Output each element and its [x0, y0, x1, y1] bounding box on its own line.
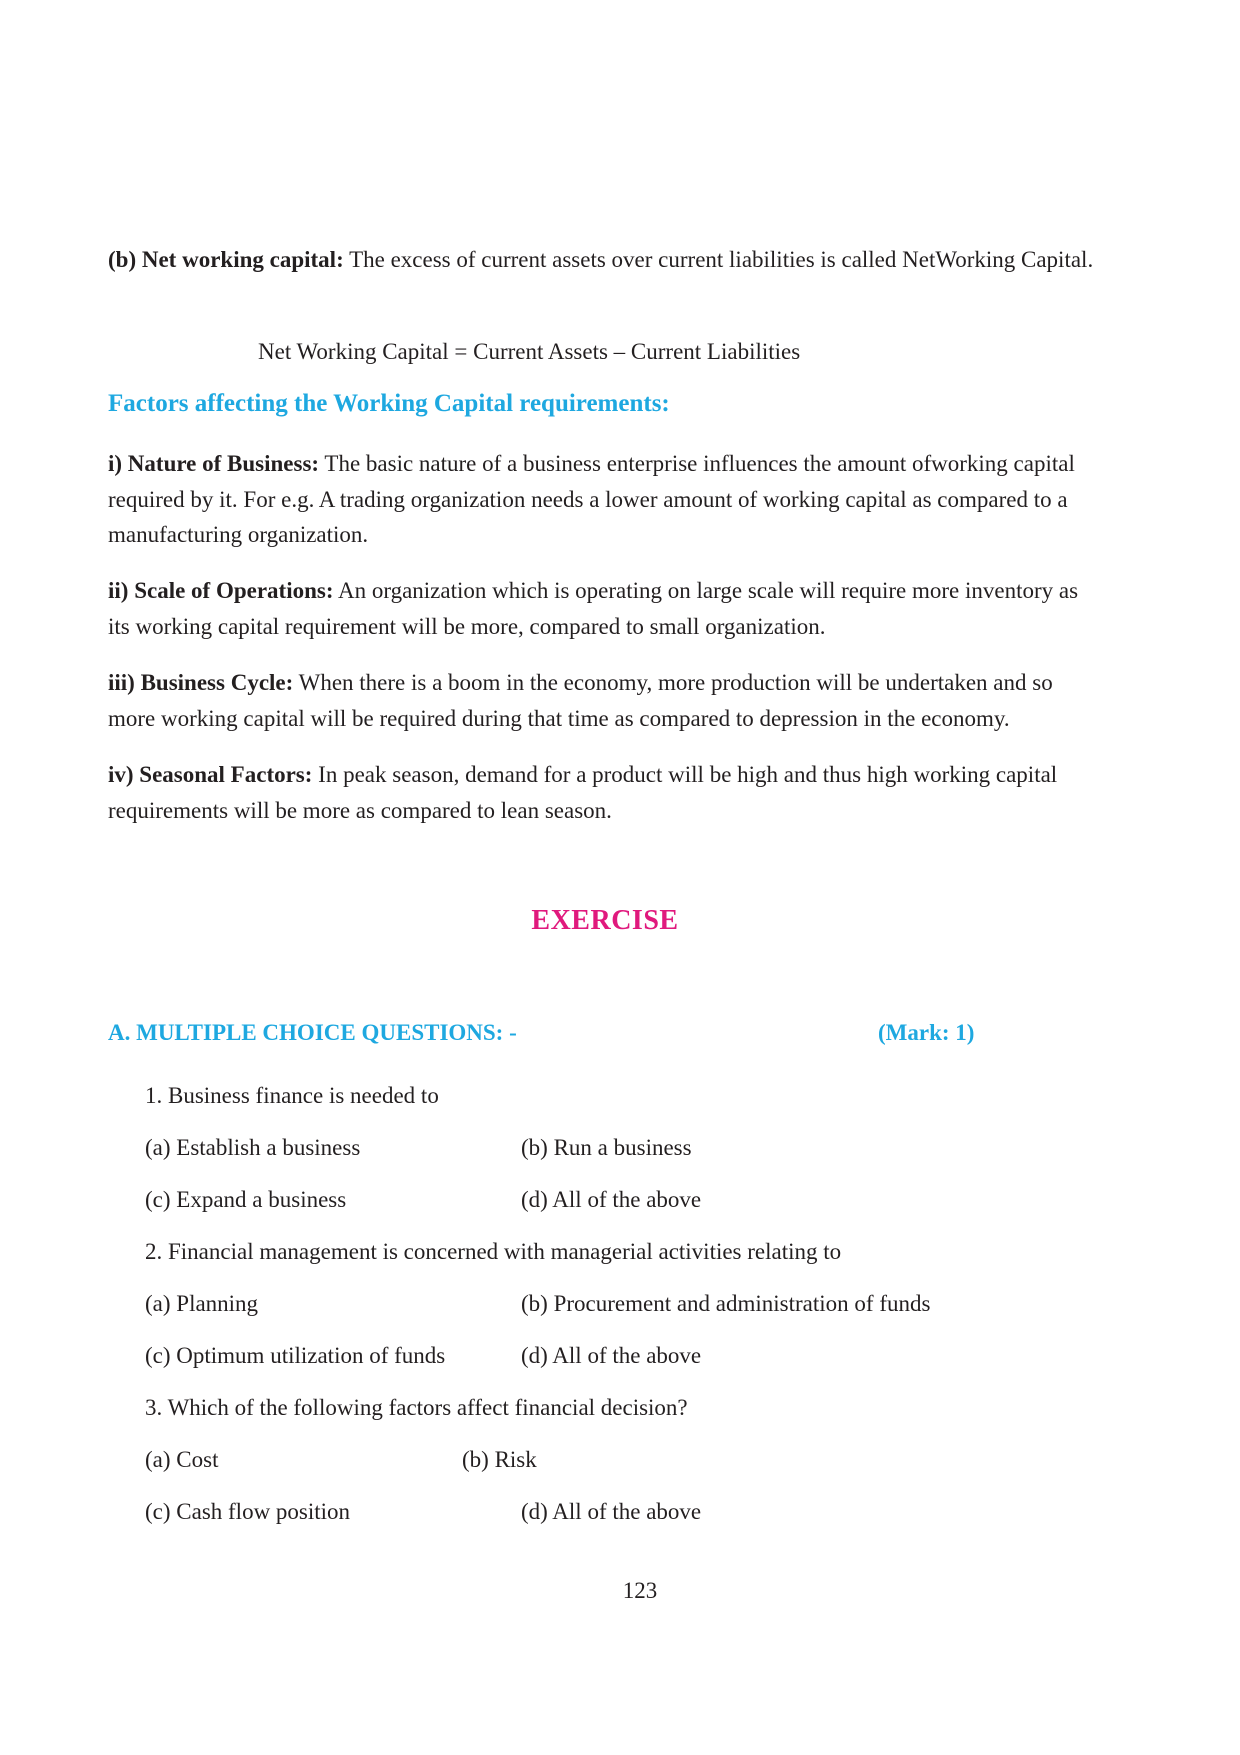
question-1-option-b: (b) Run a business — [521, 1135, 692, 1160]
factor-text: In peak season, demand for a product will be high and thus high working capital requirements will be more as compared to lean season. — [108, 762, 1058, 823]
factor-text: When there is a boom in the economy, more production will be undertaken and so more working capital will be required during that time as compared to depression in the economy. — [108, 670, 1053, 731]
factor-term: i) Nature of Business: — [108, 451, 320, 476]
question-2-option-c: (c) Optimum utilization of funds — [145, 1343, 446, 1368]
question-1-option-c: (c) Expand a business — [145, 1187, 347, 1212]
question-2-option-b: (b) Procurement and administration of funds — [521, 1291, 931, 1316]
question-3: 3. Which of the following factors affect financial decision? — [145, 1395, 688, 1420]
factor-item — [108, 446, 1098, 553]
question-2-option-d: (d) All of the above — [521, 1343, 702, 1368]
net-working-capital-term: (b) Net working capital: — [108, 247, 344, 272]
factor-term: ii) Scale of Operations: — [108, 578, 334, 603]
factor-term: iv) Seasonal Factors: — [108, 762, 313, 787]
question-2-option-a: (a) Planning — [145, 1291, 259, 1316]
question-1: 1. Business finance is needed to — [145, 1083, 439, 1108]
net-working-capital-paragraph — [108, 242, 1098, 278]
question-3-option-b: (b) Risk — [462, 1447, 537, 1472]
factor-text: The basic nature of a business enterprise influences the amount ofworking capital required by it. For e.g. A trading organization needs a lower amount of working capital as compared to a manufacturing organization. — [108, 451, 1075, 547]
marks-label: (Mark: 1) — [878, 1020, 975, 1045]
question-3-option-a: (a) Cost — [145, 1447, 219, 1472]
factor-term: iii) Business Cycle: — [108, 670, 294, 695]
question-2: 2. Financial management is concerned with managerial activities relating to — [145, 1239, 842, 1264]
page-number: 123 — [622, 1578, 658, 1603]
question-3-option-d: (d) All of the above — [521, 1499, 702, 1524]
net-working-capital-formula: Net Working Capital = Current Assets – Current Liabilities — [258, 339, 801, 364]
factor-text: An organization which is operating on large scale will require more inventory as its working capital requirement will be more, compared to small organization. — [108, 578, 1079, 639]
factor-item — [108, 757, 1098, 828]
question-1-option-a: (a) Establish a business — [145, 1135, 361, 1160]
question-3-option-c: (c) Cash flow position — [145, 1499, 351, 1524]
factors-heading: Factors affecting the Working Capital requirements: — [108, 390, 670, 417]
net-working-capital-definition: The excess of current assets over current liabilities is called NetWorking Capital. — [343, 247, 1094, 272]
exercise-title: EXERCISE — [531, 905, 679, 936]
factor-item — [108, 573, 1098, 644]
mcq-section-heading: A. MULTIPLE CHOICE QUESTIONS: - — [108, 1020, 517, 1045]
question-1-option-d: (d) All of the above — [521, 1187, 702, 1212]
factor-item — [108, 665, 1098, 736]
